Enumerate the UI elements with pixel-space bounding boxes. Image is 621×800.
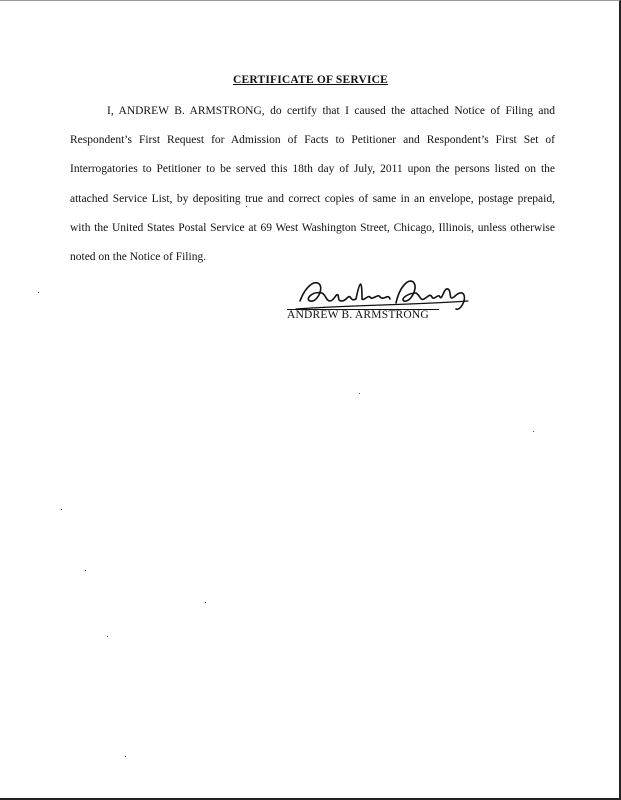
- scan-speck: [246, 206, 247, 207]
- scan-speck: [61, 509, 62, 510]
- certification-paragraph: I, ANDREW B. ARMSTRONG, do certify that I caused the attached Notice of Filing and Respondent’s First Request for Admission of Facts to Petitioner and Respondent’s First Set of Interrogatories to Petitioner to be served this 18th day of July, 2011 upon the persons listed on the attached Service List, by depositing true and correct copies of same in an envelope, postage prepaid, with the United States Postal Service at 69 West Washington Street, Chicago, Illinois, unless otherwise noted on the Notice of Filing.: [70, 105, 555, 264]
- document-title: CERTIFICATE OF SERVICE: [232, 74, 389, 86]
- scan-speck: [205, 602, 206, 603]
- scan-speck: [533, 431, 534, 432]
- scan-speck: [107, 636, 108, 637]
- scan-speck: [125, 756, 126, 757]
- scan-speck: [359, 393, 360, 394]
- scan-speck: [85, 570, 86, 571]
- signer-name: ANDREW B. ARMSTRONG: [287, 309, 429, 321]
- handwritten-signature: [292, 271, 472, 313]
- scan-speck: [38, 292, 39, 293]
